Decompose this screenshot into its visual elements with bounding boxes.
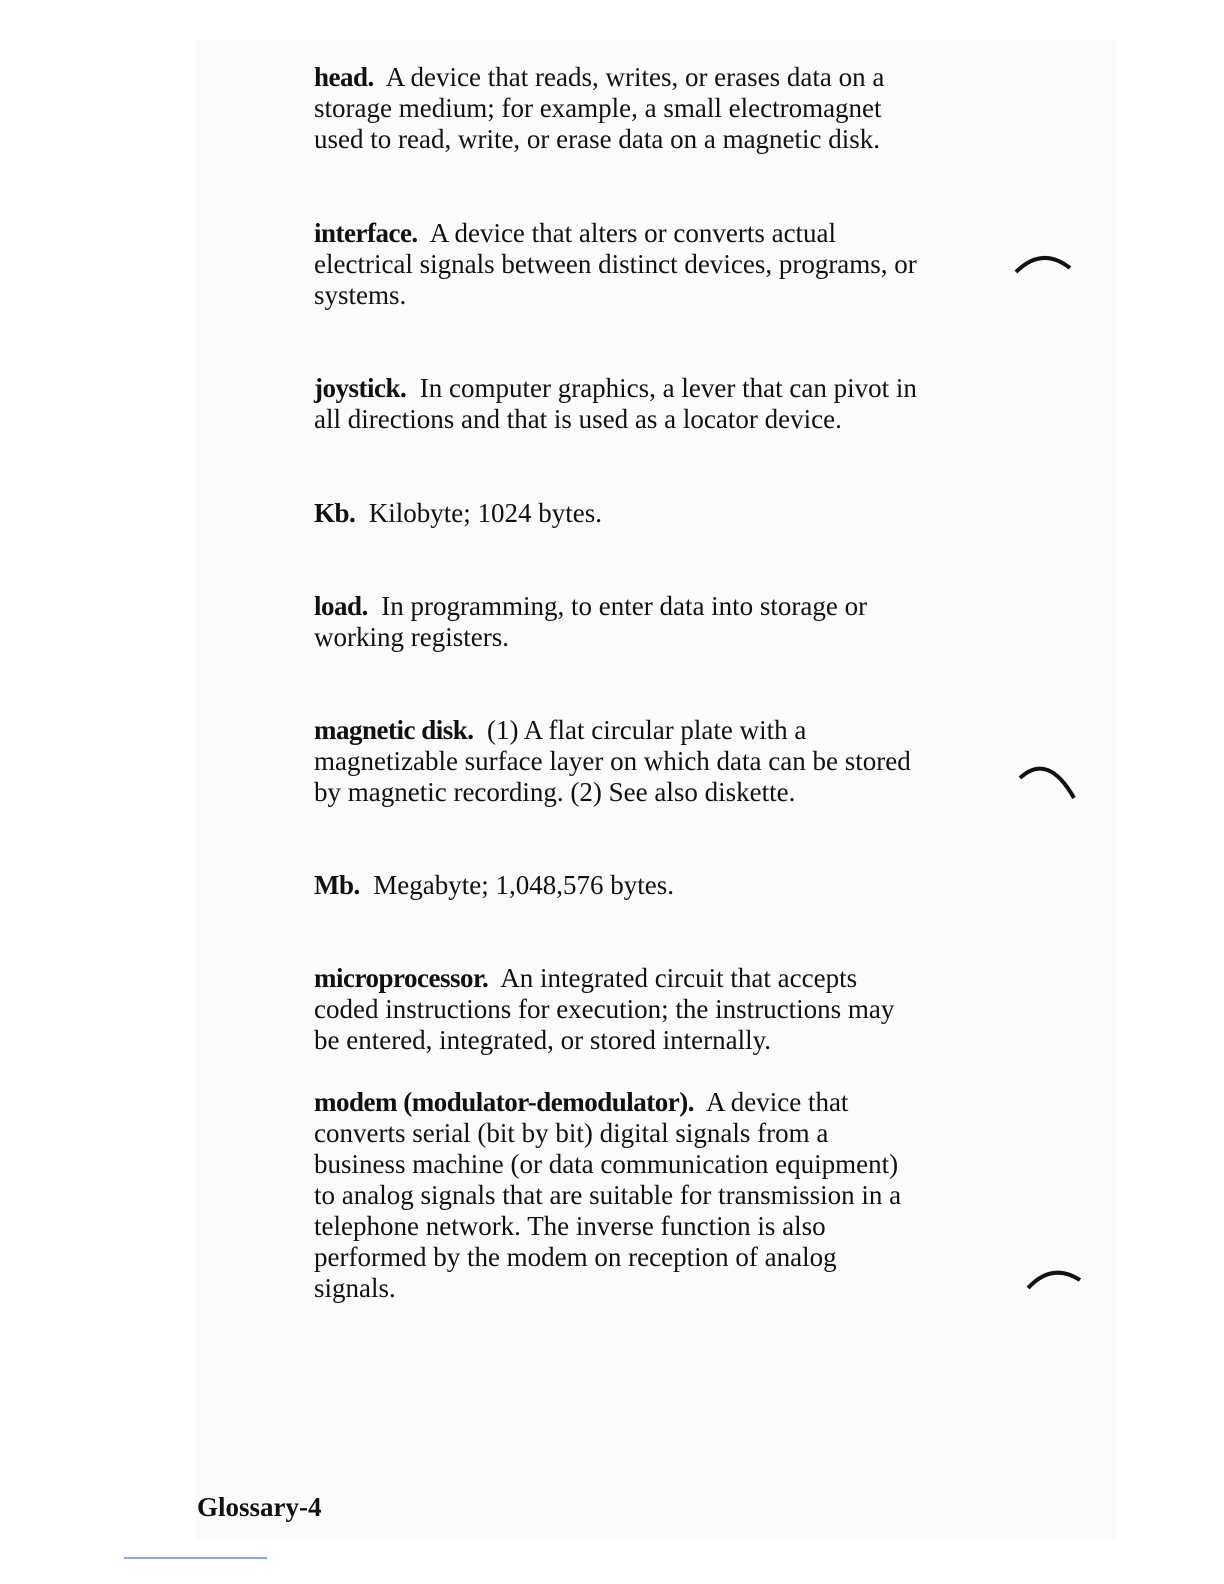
page-footer-label: Glossary-4: [197, 1492, 322, 1522]
definition-line: telephone network. The inverse function is also: [314, 1211, 826, 1241]
glossary-entry-mb: [314, 870, 994, 901]
definition-line: In computer graphics, a lever that can pivot in: [419, 373, 917, 403]
glossary-term: load.: [314, 591, 368, 621]
glossary-entry-microprocessor: [314, 963, 994, 1056]
definition-line: In programming, to enter data into storage or: [381, 591, 868, 621]
definition-line: A device that alters or converts actual: [429, 218, 837, 248]
definition-line: storage medium; for example, a small electromagnet: [314, 93, 882, 123]
definition-line: by magnetic recording. (2) See also diskette.: [314, 777, 796, 807]
definition-line: An integrated circuit that accepts: [500, 963, 858, 993]
glossary-term: magnetic disk.: [314, 715, 474, 745]
definition-line: used to read, write, or erase data on a magnetic disk.: [314, 124, 881, 154]
glossary-term: Mb.: [314, 870, 360, 900]
glossary-entry-joystick: [314, 373, 994, 435]
definition-line: to analog signals that are suitable for transmission in a: [314, 1180, 902, 1210]
definition-line: electrical signals between distinct devices, programs, or: [314, 249, 917, 279]
footer-divider: [124, 1557, 267, 1559]
definition-line: Kilobyte; 1024 bytes.: [368, 498, 603, 528]
glossary-entry-load: [314, 591, 994, 653]
definition-line: performed by the modem on reception of analog: [314, 1242, 837, 1272]
definition-line: Megabyte; 1,048,576 bytes.: [373, 870, 674, 900]
glossary-term: joystick.: [314, 373, 407, 403]
definition-line: (1) A flat circular plate with a: [487, 715, 807, 745]
glossary-term: modem (modulator-demodulator).: [314, 1087, 694, 1117]
definition-line: all directions and that is used as a locator device.: [314, 404, 842, 434]
definition-line: be entered, integrated, or stored internally.: [314, 1025, 772, 1055]
glossary-entry-head: [314, 62, 994, 155]
glossary-term: interface.: [314, 218, 418, 248]
definition-line: A device that reads, writes, or erases data on a: [385, 62, 885, 92]
definition-line: A device that: [705, 1087, 849, 1117]
binder-hole-mark-icon: [1026, 1262, 1086, 1292]
definition-line: converts serial (bit by bit) digital signals from a: [314, 1118, 829, 1148]
binder-hole-mark-icon: [1014, 248, 1074, 278]
glossary-entry-kb: [314, 498, 994, 529]
glossary-term: Kb.: [314, 498, 356, 528]
glossary-entry-modem: [314, 1087, 994, 1304]
glossary-term: microprocessor.: [314, 963, 489, 993]
definition-line: signals.: [314, 1273, 396, 1303]
definition-line: coded instructions for execution; the instructions may: [314, 994, 895, 1024]
glossary-term: head.: [314, 62, 374, 92]
definition-line: systems.: [314, 280, 407, 310]
glossary-entry-magnetic-disk: [314, 715, 994, 808]
binder-hole-mark-icon: [1018, 758, 1078, 802]
definition-line: magnetizable surface layer on which data can be stored: [314, 746, 911, 776]
definition-line: working registers.: [314, 622, 509, 652]
glossary-entry-interface: [314, 218, 994, 311]
definition-line: business machine (or data communication equipment): [314, 1149, 899, 1179]
